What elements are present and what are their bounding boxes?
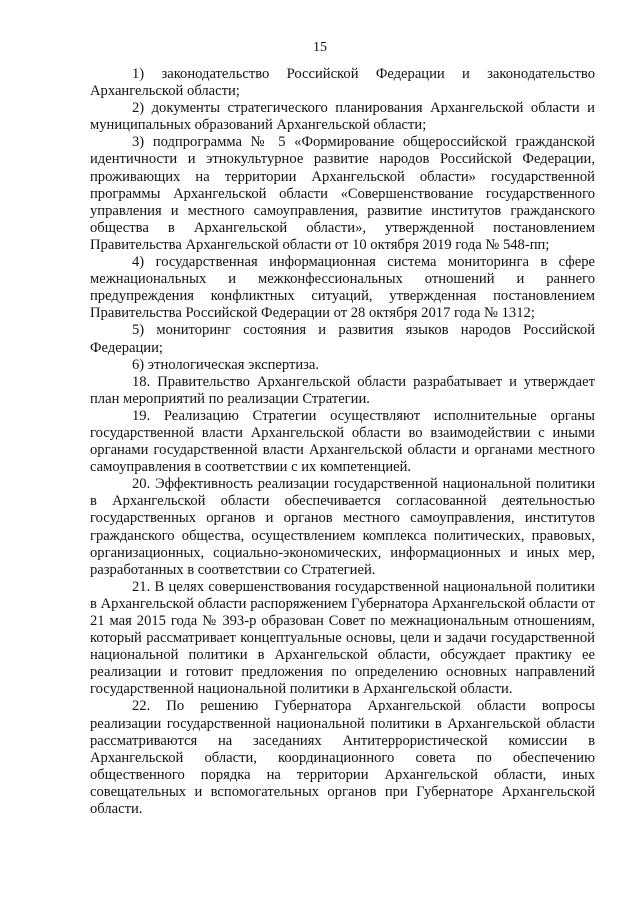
document-body (90, 66, 595, 818)
paragraph-source-3: 3) подпрограмма № 5 «Формирование общероссийской гражданской идентичности и этнокультурное развитие народов Российской Федерации, проживающих на территории Архангельской области» государственной программы Архангельской области «Совершенствование государственного управления и местного самоуправления, развитие институтов гражданского общества в Архангельской области», утвержденной постановлением Правительства Архангельской области от 10 октября 2019 года № 548-пп; (90, 134, 595, 253)
paragraph-clause-21: 21. В целях совершенствования государственной национальной политики в Архангельской области распоряжением Губернатора Архангельской области от 21 мая 2015 года № 393-р образован Совет по межнациональным отношениям, который рассматривает концептуальные основы, цели и задачи государственной национальной политики в Архангельской области, обсуждает практику ее реализации и готовит предложения по определению основных направлений государственной национальной политики в Архангельской области. (90, 578, 595, 698)
paragraph-source-1: 1) законодательство Российской Федерации и законодательство Архангельской области; (90, 66, 595, 100)
paragraph-clause-20: 20. Эффективность реализации государственной национальной политики в Архангельской области обеспечивается согласованной деятельностью государственных органов и органов местного самоуправления, институтов гражданского общества, осуществлением комплекса политических, правовых, организационных, социально-экономических, информационных и иных мер, разработанных в соответствии со Стратегией. (90, 476, 595, 578)
paragraph-source-2: 2) документы стратегического планирования Архангельской области и муниципальных образований Архангельской области; (90, 100, 595, 134)
page-number: 15 (313, 40, 327, 55)
paragraph-source-6: 6) этнологическая экспертиза. (132, 356, 320, 373)
paragraph-clause-18: 18. Правительство Архангельской области разрабатывает и утверждает план мероприятий по реализации Стратегии. (90, 373, 595, 407)
paragraph-source-5: 5) мониторинг состояния и развития языков народов Российской Федерации; (90, 322, 595, 356)
paragraph-clause-22: 22. По решению Губернатора Архангельской области вопросы реализации государственной национальной политики в Архангельской области рассматриваются на заседаниях Антитеррористической комиссии в Архангельской области, координационного совета по обеспечению общественного порядка на территории Архангельской области, иных совещательных и вспомогательных органов при Губернаторе Архангельской области. (90, 698, 595, 818)
paragraph-clause-19: 19. Реализацию Стратегии осуществляют исполнительные органы государственной власти Архангельской области во взаимодействии с иными органами государственной власти Архангельской области и органами местного самоуправления в соответствии с их компетенцией. (90, 407, 595, 476)
paragraph-source-4: 4) государственная информационная система мониторинга в сфере межнациональных и межконфессиональных отношений и раннего предупреждения конфликтных ситуаций, утвержденная постановлением Правительства Российской Федерации от 28 октября 2017 года № 1312; (90, 254, 595, 322)
